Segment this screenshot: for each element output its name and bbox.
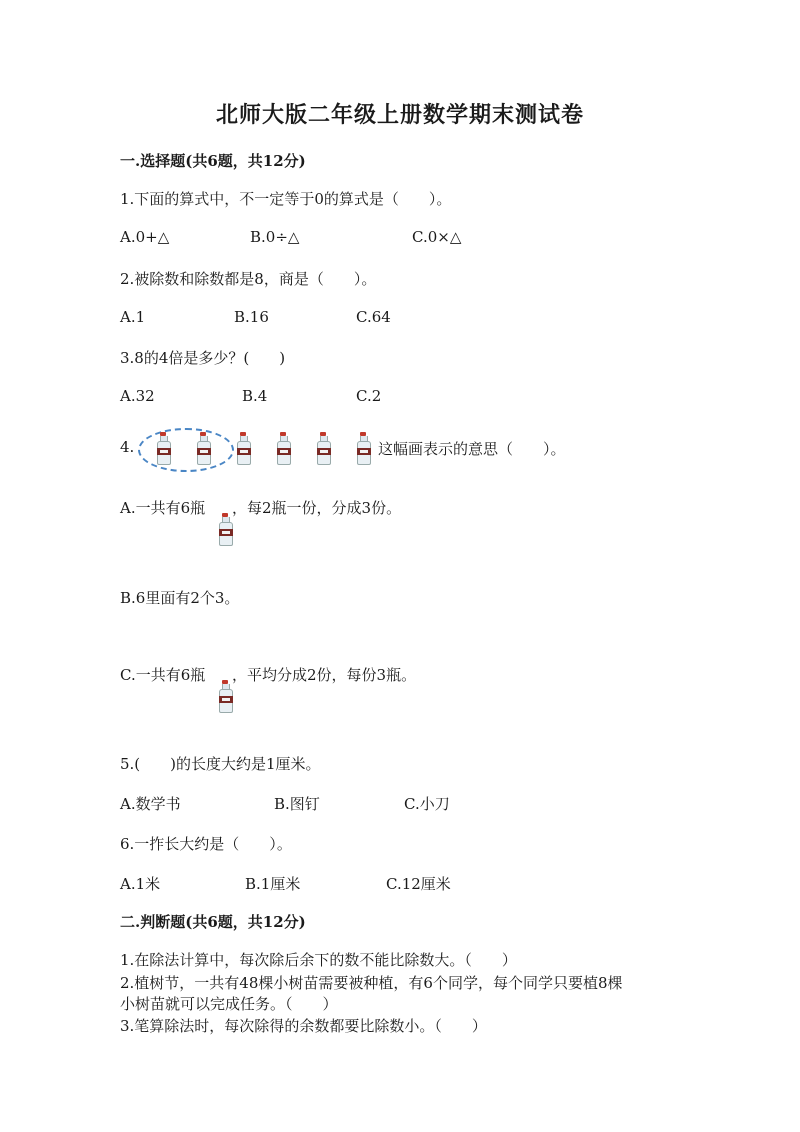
section-heading-choice: 一.选择题(共6题，共12分) — [120, 152, 306, 170]
judge-item-1: 1.在除法计算中，每次除后余下的数不能比除数大。（ ） — [120, 951, 517, 969]
q4-option-a-pre: A.一共有6瓶 — [120, 499, 206, 517]
q5-option-b: B.图钉 — [274, 795, 320, 813]
page-title: 北师大版二年级上册数学期末测试卷 — [215, 102, 584, 128]
q2-option-c: C.64 — [356, 308, 391, 326]
question-2: 2.被除数和除数都是8，商是（ ）。 — [120, 270, 377, 288]
q4-option-b: B.6里面有2个3。 — [120, 589, 240, 607]
question-1: 1.下面的算式中，不一定等于0的算式是（ ）。 — [120, 190, 452, 208]
section-heading-true-false: 二.判断题(共6题，共12分) — [120, 913, 306, 931]
q1-option-c: C.0×△ — [412, 228, 462, 246]
q3-option-b: B.4 — [242, 387, 268, 405]
q4-option-c-post: ，平均分成2份，每份3瓶。 — [232, 666, 417, 684]
bottle-icon — [218, 680, 232, 712]
bottle-icon — [156, 432, 170, 464]
q3-option-c: C.2 — [356, 387, 382, 405]
q2-option-b: B.16 — [234, 308, 269, 326]
q4-option-c-pre: C.一共有6瓶 — [120, 666, 206, 684]
q5-option-c: C.小刀 — [404, 795, 450, 813]
bottle-icon — [218, 513, 232, 545]
q6-option-c: C.12厘米 — [386, 875, 451, 893]
judge-item-2-cont: 小树苗就可以完成任务。（ ） — [120, 995, 338, 1013]
question-5: 5.( )的长度大约是1厘米。 — [120, 755, 321, 773]
q4-option-a-post: ，每2瓶一份，分成3份。 — [232, 499, 402, 517]
bottle-icon — [236, 432, 250, 464]
q1-option-a: A.0+△ — [120, 228, 170, 246]
bottle-icon — [316, 432, 330, 464]
question-6: 6.一拃长大约是（ ）。 — [120, 835, 292, 853]
q6-option-a: A.1米 — [120, 875, 161, 893]
bottle-icon — [276, 432, 290, 464]
q5-option-a: A.数学书 — [120, 795, 181, 813]
group-ellipse — [138, 428, 234, 472]
question-3: 3.8的4倍是多少？( ) — [120, 349, 286, 367]
q1-option-b: B.0÷△ — [250, 228, 300, 246]
q3-option-a: A.32 — [120, 387, 155, 405]
q2-option-a: A.1 — [120, 308, 146, 326]
bottle-icon — [356, 432, 370, 464]
bottle-icon — [196, 432, 210, 464]
judge-item-3: 3.笔算除法时，每次除得的余数都要比除数小。（ ） — [120, 1017, 487, 1035]
judge-item-2: 2.植树节，一共有48棵小树苗需要被种植，有6个同学，每个同学只要植8棵 — [120, 974, 623, 992]
q6-option-b: B.1厘米 — [245, 875, 301, 893]
question-4-number: 4. — [120, 438, 135, 456]
question-4: 这幅画表示的意思（ ）。 — [378, 440, 566, 458]
